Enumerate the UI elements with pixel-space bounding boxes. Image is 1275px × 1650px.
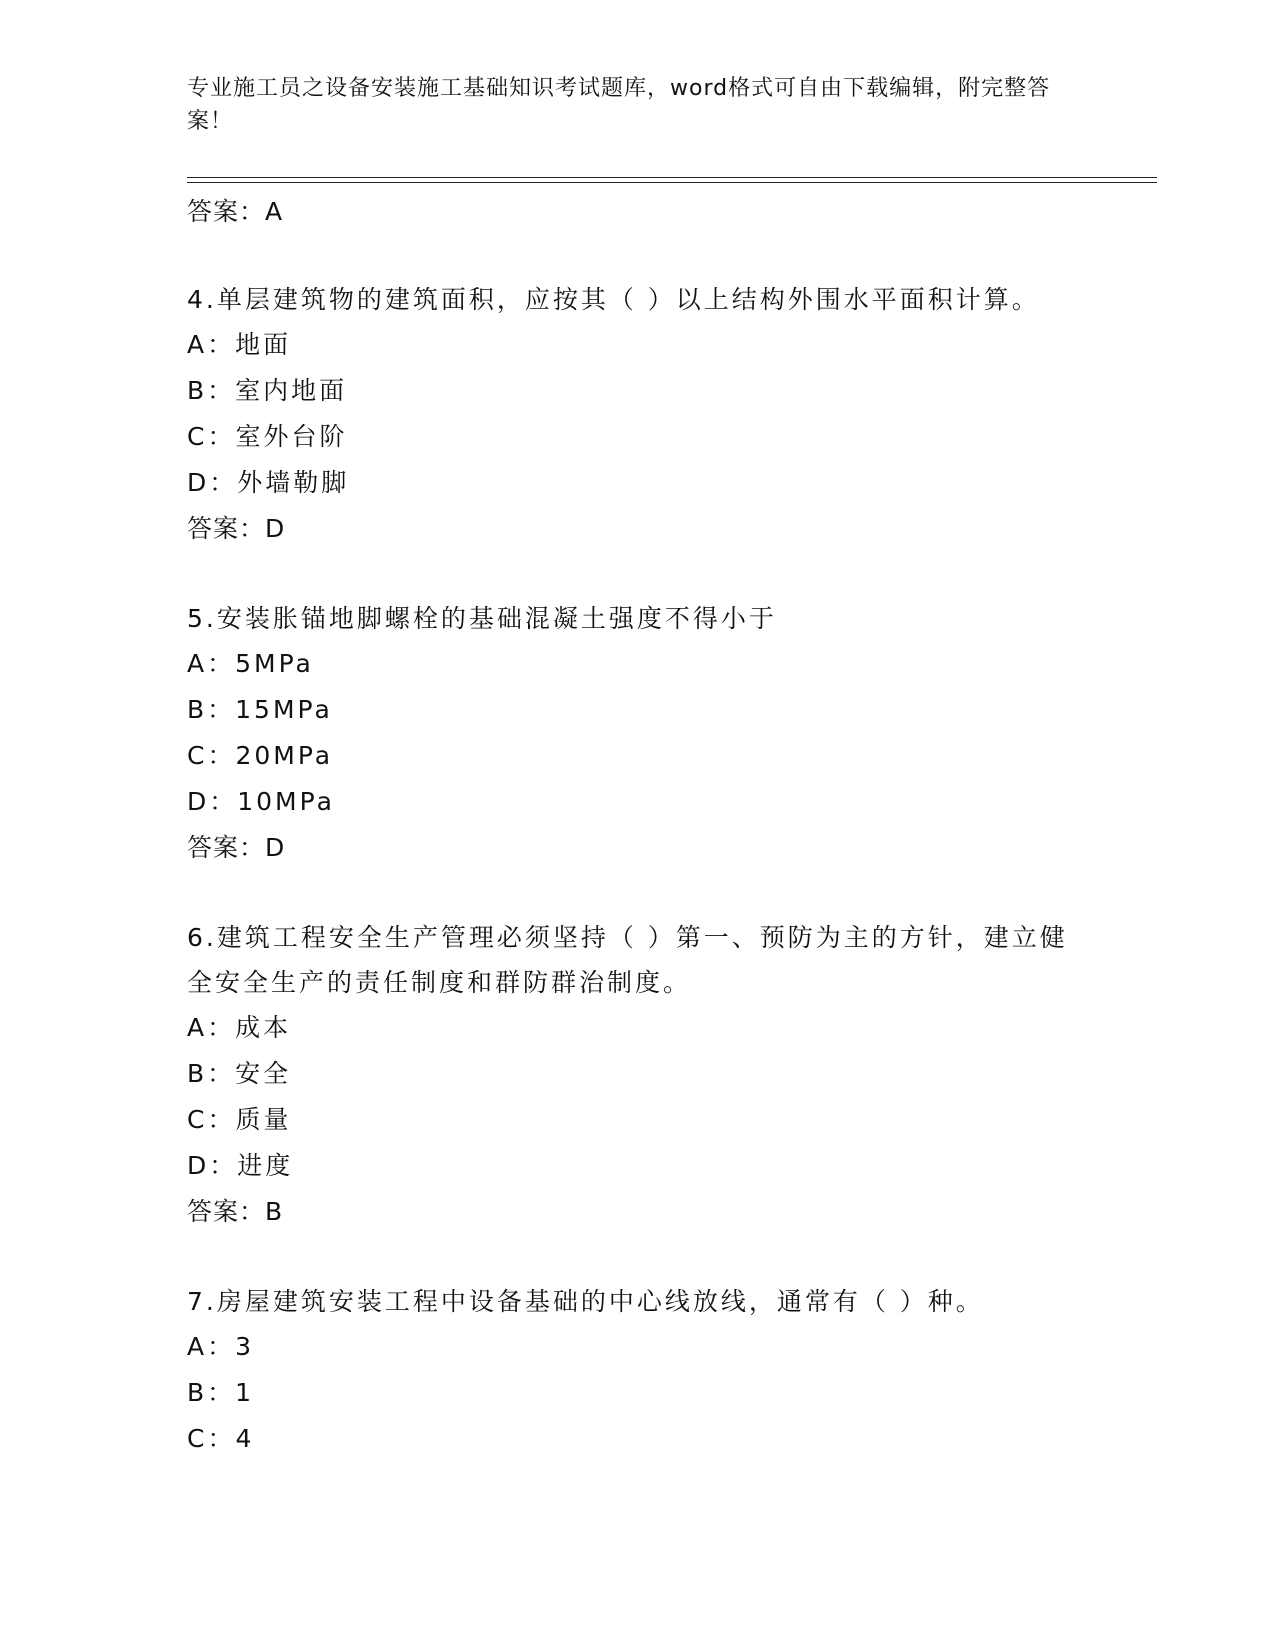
question-list <box>187 189 1087 1462</box>
answer-line: 答案：D <box>187 833 286 862</box>
question-stem: 7.房屋建筑安装工程中设备基础的中心线放线，通常有（ ）种。 <box>187 1287 984 1316</box>
option-a: A：5MPa <box>187 649 314 678</box>
question-stem: 4.单层建筑物的建筑面积，应按其（ ）以上结构外围水平面积计算。 <box>187 285 1040 314</box>
question-5 <box>187 596 1087 871</box>
question-6 <box>187 915 1087 1235</box>
answer-line: 答案：A <box>187 197 284 226</box>
header-divider-bottom <box>187 182 1157 183</box>
document-header: 专业施工员之设备安装施工基础知识考试题库，word格式可自由下载编辑，附完整答案！ <box>187 76 1051 134</box>
question-stem: 5.安装胀锚地脚螺栓的基础混凝土强度不得小于 <box>187 604 777 633</box>
option-a: A：3 <box>187 1332 255 1361</box>
option-c: C：室外台阶 <box>187 422 348 451</box>
question-7 <box>187 1279 1087 1462</box>
option-b: B：15MPa <box>187 695 333 724</box>
option-d: D：进度 <box>187 1151 294 1180</box>
option-d: D：外墙勒脚 <box>187 468 350 497</box>
option-c: C：4 <box>187 1424 255 1453</box>
option-c: C：20MPa <box>187 741 334 770</box>
header-divider-top <box>187 177 1157 178</box>
answer-line: 答案：B <box>187 1197 284 1226</box>
option-b: B：安全 <box>187 1059 292 1088</box>
option-b: B：室内地面 <box>187 376 348 405</box>
question-4 <box>187 277 1087 552</box>
option-a: A：地面 <box>187 330 292 359</box>
option-b: B：1 <box>187 1378 255 1407</box>
option-c: C：质量 <box>187 1105 292 1134</box>
question-stem: 6.建筑工程安全生产管理必须坚持（ ）第一、预防为主的方针，建立健全安全生产的责任制度和群防群治制度。 <box>187 923 1068 997</box>
answer-line: 答案：D <box>187 514 286 543</box>
option-a: A：成本 <box>187 1013 292 1042</box>
option-d: D：10MPa <box>187 787 335 816</box>
